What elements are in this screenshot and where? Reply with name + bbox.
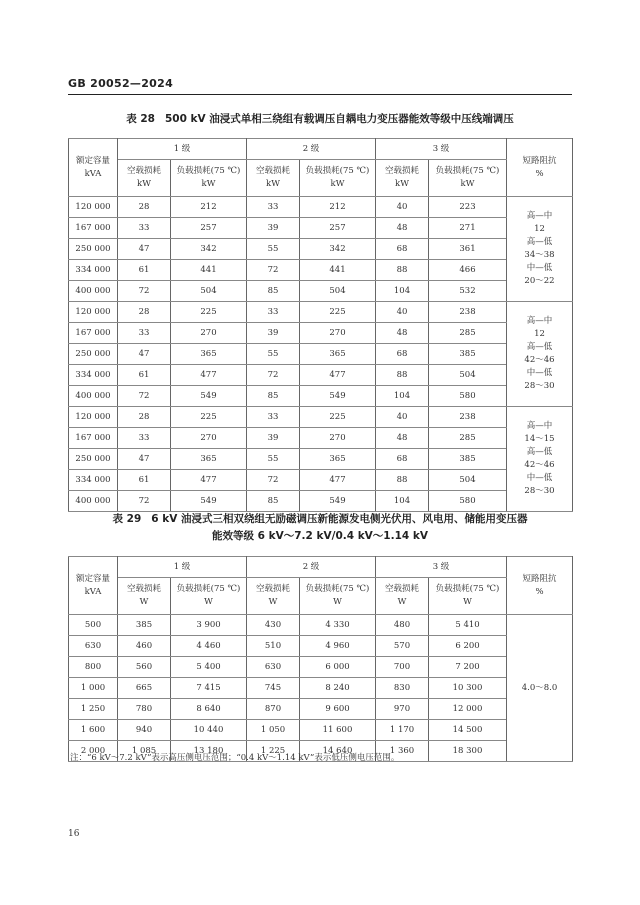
noload-2-cell: 72 bbox=[247, 470, 300, 491]
noload-3-cell: 104 bbox=[376, 491, 429, 512]
load-1-cell: 270 bbox=[171, 323, 247, 344]
noload-3-cell: 40 bbox=[376, 407, 429, 428]
impedance-line: 高—中 bbox=[526, 421, 553, 431]
load-3-cell: 504 bbox=[429, 470, 507, 491]
load-2-cell: 477 bbox=[300, 365, 376, 386]
table-row bbox=[69, 407, 573, 428]
noload-2-cell: 510 bbox=[247, 636, 300, 657]
load-2-cell: 4 330 bbox=[300, 615, 376, 636]
load-3-cell: 238 bbox=[429, 302, 507, 323]
capacity-cell: 1 000 bbox=[69, 678, 118, 699]
impedance-line: 高—低 bbox=[526, 237, 553, 247]
impedance-line: 20～22 bbox=[524, 276, 555, 286]
noload-2-cell: 72 bbox=[247, 260, 300, 281]
load-2-cell: 365 bbox=[300, 344, 376, 365]
load-3-cell: 14 500 bbox=[429, 720, 507, 741]
load-2-cell: 342 bbox=[300, 239, 376, 260]
noload-3-cell: 68 bbox=[376, 239, 429, 260]
impedance-line: 高—中 bbox=[526, 211, 553, 221]
table29-caption bbox=[68, 511, 572, 527]
load-1-cell: 212 bbox=[171, 197, 247, 218]
noload-1-cell: 28 bbox=[118, 302, 171, 323]
load-1-cell: 342 bbox=[171, 239, 247, 260]
capacity-cell: 120 000 bbox=[69, 197, 118, 218]
load-3-cell: 385 bbox=[429, 449, 507, 470]
impedance-line: 12 bbox=[534, 224, 545, 234]
load-1-cell: 477 bbox=[171, 365, 247, 386]
table-row bbox=[69, 428, 573, 449]
load-1-cell: 549 bbox=[171, 491, 247, 512]
noload-1-cell: 1 085 bbox=[118, 741, 171, 762]
table-row bbox=[69, 365, 573, 386]
noload-3-cell: 48 bbox=[376, 428, 429, 449]
noload-3-cell: 40 bbox=[376, 197, 429, 218]
capacity-cell: 630 bbox=[69, 636, 118, 657]
standard-number: GB 20052—2024 bbox=[68, 77, 174, 90]
noload-1-cell: 33 bbox=[118, 218, 171, 239]
load-2-cell: 270 bbox=[300, 323, 376, 344]
capacity-cell: 400 000 bbox=[69, 386, 118, 407]
load-3-cell: 6 200 bbox=[429, 636, 507, 657]
load-header: 负载损耗(75 ℃) kW bbox=[429, 160, 507, 197]
load-3-cell: 238 bbox=[429, 407, 507, 428]
noload-2-cell: 745 bbox=[247, 678, 300, 699]
noload-1-cell: 61 bbox=[118, 470, 171, 491]
load-header: 负载损耗(75 ℃) kW bbox=[300, 160, 376, 197]
noload-2-cell: 39 bbox=[247, 323, 300, 344]
table29-title-line2: 能效等级 6 kV～7.2 kV/0.4 kV～1.14 kV bbox=[212, 530, 428, 542]
capacity-cell: 1 250 bbox=[69, 699, 118, 720]
impedance-cell bbox=[507, 302, 573, 407]
load-3-cell: 7 200 bbox=[429, 657, 507, 678]
load-1-cell: 257 bbox=[171, 218, 247, 239]
load-2-cell: 257 bbox=[300, 218, 376, 239]
table28-number: 表 28 bbox=[126, 113, 155, 125]
noload-3-cell: 48 bbox=[376, 218, 429, 239]
load-2-cell: 477 bbox=[300, 470, 376, 491]
table28-title: 500 kV 油浸式单相三绕组有载调压自耦电力变压器能效等级中压线端调压 bbox=[164, 113, 514, 125]
noload-2-cell: 39 bbox=[247, 428, 300, 449]
noload-3-cell: 104 bbox=[376, 281, 429, 302]
table-row bbox=[69, 699, 573, 720]
noload-3-cell: 68 bbox=[376, 344, 429, 365]
noload-3-cell: 88 bbox=[376, 470, 429, 491]
table-row bbox=[69, 470, 573, 491]
noload-2-cell: 85 bbox=[247, 281, 300, 302]
level1-header: 1 级 bbox=[118, 557, 247, 578]
capacity-cell: 250 000 bbox=[69, 344, 118, 365]
load-2-cell: 11 600 bbox=[300, 720, 376, 741]
impedance-cell bbox=[507, 407, 573, 512]
noload-2-cell: 33 bbox=[247, 197, 300, 218]
table-row bbox=[69, 615, 573, 636]
noload-1-cell: 47 bbox=[118, 449, 171, 470]
noload-1-cell: 780 bbox=[118, 699, 171, 720]
noload-2-cell: 55 bbox=[247, 449, 300, 470]
noload-2-cell: 430 bbox=[247, 615, 300, 636]
capacity-cell: 800 bbox=[69, 657, 118, 678]
load-1-cell: 4 460 bbox=[171, 636, 247, 657]
impedance-header: 短路阻抗 % bbox=[507, 139, 573, 197]
noload-2-cell: 1 225 bbox=[247, 741, 300, 762]
load-1-cell: 8 640 bbox=[171, 699, 247, 720]
load-2-cell: 365 bbox=[300, 449, 376, 470]
impedance-line: 28～30 bbox=[524, 381, 555, 391]
load-1-cell: 441 bbox=[171, 260, 247, 281]
capacity-cell: 400 000 bbox=[69, 281, 118, 302]
noload-1-cell: 460 bbox=[118, 636, 171, 657]
table-row bbox=[69, 678, 573, 699]
noload-header: 空载损耗 W bbox=[376, 578, 429, 615]
capacity-cell: 1 600 bbox=[69, 720, 118, 741]
impedance-line: 14～15 bbox=[524, 434, 555, 444]
table29-note: 注：“6 kV～7.2 kV”表示高压侧电压范围；“0.4 kV～1.14 kV”表示低压侧电压范围。 bbox=[70, 753, 400, 763]
impedance-line: 中—低 bbox=[526, 473, 553, 483]
noload-2-cell: 85 bbox=[247, 491, 300, 512]
noload-3-cell: 88 bbox=[376, 365, 429, 386]
noload-3-cell: 700 bbox=[376, 657, 429, 678]
noload-2-cell: 55 bbox=[247, 344, 300, 365]
noload-3-cell: 970 bbox=[376, 699, 429, 720]
noload-2-cell: 630 bbox=[247, 657, 300, 678]
noload-1-cell: 560 bbox=[118, 657, 171, 678]
load-1-cell: 270 bbox=[171, 428, 247, 449]
capacity-cell: 167 000 bbox=[69, 428, 118, 449]
load-3-cell: 285 bbox=[429, 323, 507, 344]
level1-header: 1 级 bbox=[118, 139, 247, 160]
table-row bbox=[69, 239, 573, 260]
noload-2-cell: 39 bbox=[247, 218, 300, 239]
load-2-cell: 9 600 bbox=[300, 699, 376, 720]
noload-1-cell: 47 bbox=[118, 344, 171, 365]
impedance-cell bbox=[507, 197, 573, 302]
table-row bbox=[69, 260, 573, 281]
load-2-cell: 6 000 bbox=[300, 657, 376, 678]
noload-header: 空载损耗 kW bbox=[247, 160, 300, 197]
load-header: 负载损耗(75 ℃) W bbox=[300, 578, 376, 615]
load-3-cell: 223 bbox=[429, 197, 507, 218]
table-row bbox=[69, 449, 573, 470]
capacity-cell: 334 000 bbox=[69, 260, 118, 281]
load-1-cell: 7 415 bbox=[171, 678, 247, 699]
table28-caption bbox=[68, 111, 572, 127]
load-2-cell: 441 bbox=[300, 260, 376, 281]
load-1-cell: 365 bbox=[171, 344, 247, 365]
load-2-cell: 4 960 bbox=[300, 636, 376, 657]
load-2-cell: 549 bbox=[300, 491, 376, 512]
load-2-cell: 225 bbox=[300, 302, 376, 323]
load-1-cell: 5 400 bbox=[171, 657, 247, 678]
table29 bbox=[68, 556, 573, 762]
noload-3-cell: 480 bbox=[376, 615, 429, 636]
noload-3-cell: 68 bbox=[376, 449, 429, 470]
load-3-cell: 285 bbox=[429, 428, 507, 449]
load-3-cell: 532 bbox=[429, 281, 507, 302]
load-2-cell: 270 bbox=[300, 428, 376, 449]
noload-3-cell: 48 bbox=[376, 323, 429, 344]
capacity-cell: 167 000 bbox=[69, 218, 118, 239]
load-2-cell: 212 bbox=[300, 197, 376, 218]
impedance-line: 42～46 bbox=[524, 355, 555, 365]
level3-header: 3 级 bbox=[376, 557, 507, 578]
impedance-line: 28～30 bbox=[524, 486, 555, 496]
load-header: 负载损耗(75 ℃) W bbox=[429, 578, 507, 615]
noload-1-cell: 72 bbox=[118, 386, 171, 407]
noload-1-cell: 33 bbox=[118, 428, 171, 449]
load-3-cell: 12 000 bbox=[429, 699, 507, 720]
noload-1-cell: 28 bbox=[118, 197, 171, 218]
load-3-cell: 504 bbox=[429, 365, 507, 386]
noload-2-cell: 33 bbox=[247, 302, 300, 323]
impedance-line: 中—低 bbox=[526, 263, 553, 273]
noload-1-cell: 61 bbox=[118, 260, 171, 281]
table-row bbox=[69, 386, 573, 407]
noload-1-cell: 940 bbox=[118, 720, 171, 741]
load-header: 负载损耗(75 ℃) W bbox=[171, 578, 247, 615]
noload-1-cell: 47 bbox=[118, 239, 171, 260]
noload-header: 空载损耗 W bbox=[247, 578, 300, 615]
noload-3-cell: 1 170 bbox=[376, 720, 429, 741]
load-1-cell: 365 bbox=[171, 449, 247, 470]
load-2-cell: 225 bbox=[300, 407, 376, 428]
load-1-cell: 477 bbox=[171, 470, 247, 491]
noload-3-cell: 40 bbox=[376, 302, 429, 323]
capacity-header: 额定容量 kVA bbox=[69, 557, 118, 615]
noload-3-cell: 570 bbox=[376, 636, 429, 657]
capacity-cell: 120 000 bbox=[69, 407, 118, 428]
level3-header: 3 级 bbox=[376, 139, 507, 160]
load-3-cell: 580 bbox=[429, 491, 507, 512]
noload-2-cell: 33 bbox=[247, 407, 300, 428]
noload-1-cell: 28 bbox=[118, 407, 171, 428]
capacity-cell: 250 000 bbox=[69, 449, 118, 470]
noload-header: 空载损耗 kW bbox=[118, 160, 171, 197]
capacity-cell: 400 000 bbox=[69, 491, 118, 512]
noload-3-cell: 88 bbox=[376, 260, 429, 281]
noload-1-cell: 33 bbox=[118, 323, 171, 344]
level2-header: 2 级 bbox=[247, 557, 376, 578]
load-header: 负载损耗(75 ℃) kW bbox=[171, 160, 247, 197]
noload-2-cell: 1 050 bbox=[247, 720, 300, 741]
noload-header: 空载损耗 kW bbox=[376, 160, 429, 197]
level2-header: 2 级 bbox=[247, 139, 376, 160]
impedance-line: 42～46 bbox=[524, 460, 555, 470]
noload-1-cell: 72 bbox=[118, 281, 171, 302]
capacity-cell: 334 000 bbox=[69, 470, 118, 491]
page-number: 16 bbox=[68, 829, 80, 839]
capacity-cell: 250 000 bbox=[69, 239, 118, 260]
capacity-cell: 334 000 bbox=[69, 365, 118, 386]
impedance-line: 12 bbox=[534, 329, 545, 339]
table29-title-line1: 6 kV 油浸式三相双绕组无励磁调压新能源发电侧光伏用、风电用、储能用变压器 bbox=[151, 513, 528, 525]
table-row bbox=[69, 657, 573, 678]
table-row bbox=[69, 281, 573, 302]
noload-2-cell: 72 bbox=[247, 365, 300, 386]
load-3-cell: 385 bbox=[429, 344, 507, 365]
load-2-cell: 14 640 bbox=[300, 741, 376, 762]
impedance-header: 短路阻抗 % bbox=[507, 557, 573, 615]
load-3-cell: 271 bbox=[429, 218, 507, 239]
table29-caption-line2 bbox=[68, 528, 572, 544]
table-row bbox=[69, 491, 573, 512]
load-3-cell: 580 bbox=[429, 386, 507, 407]
noload-2-cell: 85 bbox=[247, 386, 300, 407]
impedance-line: 高—中 bbox=[526, 316, 553, 326]
load-1-cell: 504 bbox=[171, 281, 247, 302]
load-1-cell: 549 bbox=[171, 386, 247, 407]
noload-2-cell: 870 bbox=[247, 699, 300, 720]
table-row bbox=[69, 218, 573, 239]
table-row bbox=[69, 302, 573, 323]
table-row bbox=[69, 344, 573, 365]
noload-1-cell: 61 bbox=[118, 365, 171, 386]
impedance-line: 34～38 bbox=[524, 250, 555, 260]
impedance-line: 中—低 bbox=[526, 368, 553, 378]
load-2-cell: 504 bbox=[300, 281, 376, 302]
noload-3-cell: 104 bbox=[376, 386, 429, 407]
table-row bbox=[69, 720, 573, 741]
impedance-cell: 4.0～8.0 bbox=[507, 615, 573, 762]
noload-1-cell: 385 bbox=[118, 615, 171, 636]
load-1-cell: 10 440 bbox=[171, 720, 247, 741]
noload-3-cell: 830 bbox=[376, 678, 429, 699]
header-rule bbox=[68, 94, 572, 95]
load-1-cell: 225 bbox=[171, 407, 247, 428]
load-3-cell: 466 bbox=[429, 260, 507, 281]
noload-1-cell: 72 bbox=[118, 491, 171, 512]
capacity-cell: 2 000 bbox=[69, 741, 118, 762]
capacity-cell: 500 bbox=[69, 615, 118, 636]
impedance-line: 高—低 bbox=[526, 447, 553, 457]
load-3-cell: 361 bbox=[429, 239, 507, 260]
load-3-cell: 10 300 bbox=[429, 678, 507, 699]
load-1-cell: 13 180 bbox=[171, 741, 247, 762]
table29-number: 表 29 bbox=[112, 513, 142, 525]
noload-1-cell: 665 bbox=[118, 678, 171, 699]
load-3-cell: 5 410 bbox=[429, 615, 507, 636]
capacity-header: 额定容量 kVA bbox=[69, 139, 118, 197]
load-2-cell: 549 bbox=[300, 386, 376, 407]
capacity-cell: 167 000 bbox=[69, 323, 118, 344]
table28 bbox=[68, 138, 573, 512]
table-row bbox=[69, 197, 573, 218]
noload-header: 空载损耗 W bbox=[118, 578, 171, 615]
impedance-line: 高—低 bbox=[526, 342, 553, 352]
load-1-cell: 3 900 bbox=[171, 615, 247, 636]
load-2-cell: 8 240 bbox=[300, 678, 376, 699]
capacity-cell: 120 000 bbox=[69, 302, 118, 323]
load-3-cell: 18 300 bbox=[429, 741, 507, 762]
table-row bbox=[69, 636, 573, 657]
noload-2-cell: 55 bbox=[247, 239, 300, 260]
noload-3-cell: 1 360 bbox=[376, 741, 429, 762]
load-1-cell: 225 bbox=[171, 302, 247, 323]
table-row bbox=[69, 323, 573, 344]
